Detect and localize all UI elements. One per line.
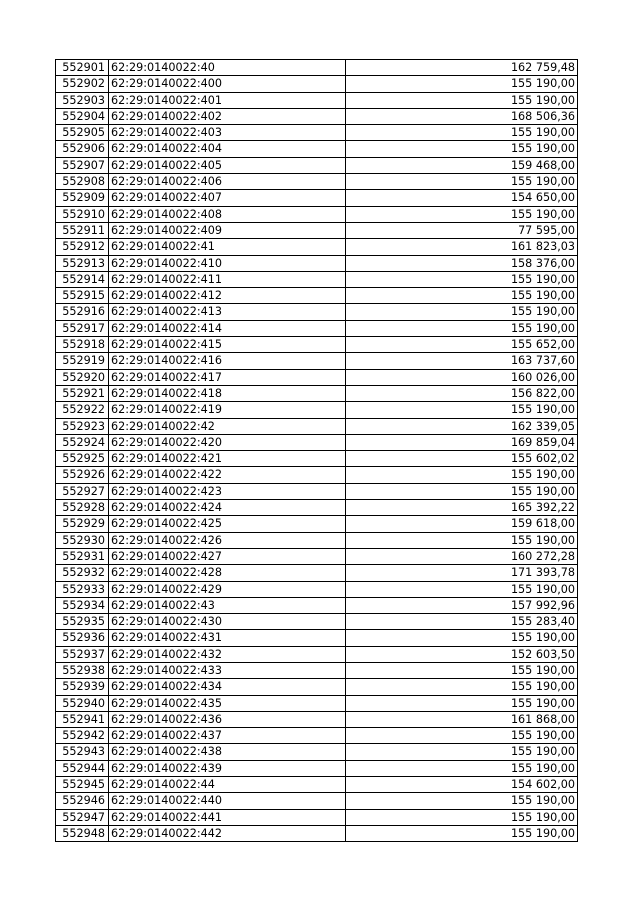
row-id-cell: 552911 [56, 222, 109, 238]
cadastral-value-cell: 159 618,00 [346, 516, 578, 532]
table-row [56, 288, 578, 304]
table-row [56, 532, 578, 548]
row-id-cell: 552905 [56, 125, 109, 141]
table-row [56, 190, 578, 206]
cadastral-number-cell: 62:29:0140022:41 [109, 239, 346, 255]
table-row [56, 467, 578, 483]
cadastral-number-cell: 62:29:0140022:404 [109, 141, 346, 157]
table-row [56, 385, 578, 401]
cadastral-value-table [55, 59, 578, 842]
cadastral-number-cell: 62:29:0140022:417 [109, 369, 346, 385]
row-id-cell: 552912 [56, 239, 109, 255]
row-id-cell: 552918 [56, 337, 109, 353]
cadastral-number-cell: 62:29:0140022:432 [109, 646, 346, 662]
cadastral-number-cell: 62:29:0140022:436 [109, 711, 346, 727]
table-row [56, 793, 578, 809]
row-id-cell: 552913 [56, 255, 109, 271]
table-row [56, 581, 578, 597]
cadastral-number-cell: 62:29:0140022:430 [109, 614, 346, 630]
table-row [56, 728, 578, 744]
cadastral-number-cell: 62:29:0140022:401 [109, 92, 346, 108]
row-id-cell: 552943 [56, 744, 109, 760]
cadastral-value-cell: 155 190,00 [346, 76, 578, 92]
table-row [56, 744, 578, 760]
cadastral-number-cell: 62:29:0140022:440 [109, 793, 346, 809]
cadastral-number-cell: 62:29:0140022:411 [109, 271, 346, 287]
cadastral-value-cell: 155 190,00 [346, 532, 578, 548]
table-row [56, 548, 578, 564]
cadastral-number-cell: 62:29:0140022:441 [109, 809, 346, 825]
row-id-cell: 552933 [56, 581, 109, 597]
cadastral-number-cell: 62:29:0140022:409 [109, 222, 346, 238]
cadastral-number-cell: 62:29:0140022:413 [109, 304, 346, 320]
cadastral-number-cell: 62:29:0140022:419 [109, 402, 346, 418]
row-id-cell: 552922 [56, 402, 109, 418]
table-row [56, 516, 578, 532]
table-row [56, 662, 578, 678]
row-id-cell: 552931 [56, 548, 109, 564]
row-id-cell: 552910 [56, 206, 109, 222]
row-id-cell: 552919 [56, 353, 109, 369]
row-id-cell: 552916 [56, 304, 109, 320]
table-row [56, 141, 578, 157]
cadastral-number-cell: 62:29:0140022:429 [109, 581, 346, 597]
cadastral-value-cell: 155 190,00 [346, 483, 578, 499]
cadastral-value-cell: 160 272,28 [346, 548, 578, 564]
cadastral-value-cell: 155 602,02 [346, 451, 578, 467]
cadastral-number-cell: 62:29:0140022:428 [109, 565, 346, 581]
cadastral-value-cell: 155 190,00 [346, 320, 578, 336]
row-id-cell: 552908 [56, 174, 109, 190]
row-id-cell: 552906 [56, 141, 109, 157]
table-row [56, 239, 578, 255]
row-id-cell: 552914 [56, 271, 109, 287]
table-row [56, 125, 578, 141]
cadastral-value-cell: 155 283,40 [346, 614, 578, 630]
cadastral-value-cell: 155 190,00 [346, 662, 578, 678]
table-row [56, 825, 578, 841]
cadastral-number-cell: 62:29:0140022:40 [109, 60, 346, 76]
table-row [56, 271, 578, 287]
table-row [56, 353, 578, 369]
cadastral-value-cell: 155 190,00 [346, 271, 578, 287]
cadastral-number-cell: 62:29:0140022:434 [109, 679, 346, 695]
table-row [56, 777, 578, 793]
cadastral-value-cell: 155 190,00 [346, 744, 578, 760]
cadastral-number-cell: 62:29:0140022:425 [109, 516, 346, 532]
row-id-cell: 552948 [56, 825, 109, 841]
table-row [56, 809, 578, 825]
cadastral-value-cell: 162 339,05 [346, 418, 578, 434]
row-id-cell: 552917 [56, 320, 109, 336]
row-id-cell: 552915 [56, 288, 109, 304]
cadastral-value-cell: 155 190,00 [346, 760, 578, 776]
cadastral-number-cell: 62:29:0140022:431 [109, 630, 346, 646]
cadastral-number-cell: 62:29:0140022:402 [109, 108, 346, 124]
row-id-cell: 552929 [56, 516, 109, 532]
cadastral-value-cell: 152 603,50 [346, 646, 578, 662]
cadastral-number-cell: 62:29:0140022:42 [109, 418, 346, 434]
row-id-cell: 552909 [56, 190, 109, 206]
cadastral-value-cell: 155 190,00 [346, 809, 578, 825]
cadastral-number-cell: 62:29:0140022:433 [109, 662, 346, 678]
cadastral-value-cell: 155 190,00 [346, 581, 578, 597]
table-row [56, 711, 578, 727]
cadastral-number-cell: 62:29:0140022:418 [109, 385, 346, 401]
cadastral-value-cell: 155 190,00 [346, 92, 578, 108]
cadastral-number-cell: 62:29:0140022:43 [109, 597, 346, 613]
cadastral-number-cell: 62:29:0140022:44 [109, 777, 346, 793]
row-id-cell: 552939 [56, 679, 109, 695]
table-row [56, 402, 578, 418]
cadastral-value-cell: 155 190,00 [346, 206, 578, 222]
cadastral-value-cell: 163 737,60 [346, 353, 578, 369]
cadastral-value-cell: 155 190,00 [346, 825, 578, 841]
row-id-cell: 552934 [56, 597, 109, 613]
row-id-cell: 552938 [56, 662, 109, 678]
cadastral-number-cell: 62:29:0140022:412 [109, 288, 346, 304]
cadastral-number-cell: 62:29:0140022:403 [109, 125, 346, 141]
cadastral-number-cell: 62:29:0140022:408 [109, 206, 346, 222]
cadastral-value-cell: 160 026,00 [346, 369, 578, 385]
table-row [56, 418, 578, 434]
row-id-cell: 552935 [56, 614, 109, 630]
table-row [56, 500, 578, 516]
table-row [56, 565, 578, 581]
table-row [56, 451, 578, 467]
table-row [56, 222, 578, 238]
cadastral-value-cell: 157 992,96 [346, 597, 578, 613]
cadastral-value-cell: 155 190,00 [346, 174, 578, 190]
row-id-cell: 552924 [56, 434, 109, 450]
row-id-cell: 552928 [56, 500, 109, 516]
cadastral-value-cell: 161 823,03 [346, 239, 578, 255]
row-id-cell: 552947 [56, 809, 109, 825]
cadastral-number-cell: 62:29:0140022:406 [109, 174, 346, 190]
row-id-cell: 552904 [56, 108, 109, 124]
row-id-cell: 552902 [56, 76, 109, 92]
cadastral-value-cell: 158 376,00 [346, 255, 578, 271]
row-id-cell: 552927 [56, 483, 109, 499]
table-row [56, 337, 578, 353]
table-row [56, 679, 578, 695]
cadastral-number-cell: 62:29:0140022:424 [109, 500, 346, 516]
table-row [56, 255, 578, 271]
row-id-cell: 552921 [56, 385, 109, 401]
cadastral-number-cell: 62:29:0140022:438 [109, 744, 346, 760]
row-id-cell: 552941 [56, 711, 109, 727]
table-row [56, 60, 578, 76]
cadastral-value-cell: 168 506,36 [346, 108, 578, 124]
cadastral-value-cell: 155 190,00 [346, 630, 578, 646]
table-row [56, 614, 578, 630]
cadastral-number-cell: 62:29:0140022:420 [109, 434, 346, 450]
cadastral-value-cell: 155 190,00 [346, 141, 578, 157]
row-id-cell: 552926 [56, 467, 109, 483]
cadastral-value-cell: 155 190,00 [346, 695, 578, 711]
cadastral-value-cell: 161 868,00 [346, 711, 578, 727]
table-row [56, 92, 578, 108]
row-id-cell: 552945 [56, 777, 109, 793]
table-row [56, 157, 578, 173]
cadastral-value-cell: 155 190,00 [346, 402, 578, 418]
cadastral-number-cell: 62:29:0140022:439 [109, 760, 346, 776]
table-row [56, 108, 578, 124]
cadastral-value-cell: 155 190,00 [346, 288, 578, 304]
row-id-cell: 552946 [56, 793, 109, 809]
cadastral-number-cell: 62:29:0140022:414 [109, 320, 346, 336]
cadastral-number-cell: 62:29:0140022:400 [109, 76, 346, 92]
table-row [56, 76, 578, 92]
table-row [56, 760, 578, 776]
cadastral-value-cell: 155 190,00 [346, 467, 578, 483]
cadastral-value-cell: 154 650,00 [346, 190, 578, 206]
cadastral-value-cell: 77 595,00 [346, 222, 578, 238]
row-id-cell: 552944 [56, 760, 109, 776]
table-row [56, 695, 578, 711]
table-row [56, 434, 578, 450]
row-id-cell: 552901 [56, 60, 109, 76]
row-id-cell: 552920 [56, 369, 109, 385]
cadastral-number-cell: 62:29:0140022:421 [109, 451, 346, 467]
row-id-cell: 552937 [56, 646, 109, 662]
cadastral-number-cell: 62:29:0140022:442 [109, 825, 346, 841]
cadastral-number-cell: 62:29:0140022:423 [109, 483, 346, 499]
table-row [56, 369, 578, 385]
table-row [56, 597, 578, 613]
table-row [56, 646, 578, 662]
cadastral-number-cell: 62:29:0140022:427 [109, 548, 346, 564]
cadastral-number-cell: 62:29:0140022:405 [109, 157, 346, 173]
table-row [56, 304, 578, 320]
row-id-cell: 552942 [56, 728, 109, 744]
table-row [56, 630, 578, 646]
cadastral-value-cell: 156 822,00 [346, 385, 578, 401]
row-id-cell: 552932 [56, 565, 109, 581]
table-row [56, 206, 578, 222]
cadastral-number-cell: 62:29:0140022:422 [109, 467, 346, 483]
cadastral-value-cell: 159 468,00 [346, 157, 578, 173]
cadastral-value-cell: 162 759,48 [346, 60, 578, 76]
table-row [56, 320, 578, 336]
cadastral-value-cell: 165 392,22 [346, 500, 578, 516]
row-id-cell: 552930 [56, 532, 109, 548]
cadastral-value-cell: 155 190,00 [346, 125, 578, 141]
cadastral-number-cell: 62:29:0140022:426 [109, 532, 346, 548]
row-id-cell: 552925 [56, 451, 109, 467]
cadastral-value-cell: 155 190,00 [346, 793, 578, 809]
cadastral-value-cell: 155 652,00 [346, 337, 578, 353]
row-id-cell: 552936 [56, 630, 109, 646]
row-id-cell: 552923 [56, 418, 109, 434]
row-id-cell: 552907 [56, 157, 109, 173]
table-row [56, 483, 578, 499]
cadastral-value-cell: 171 393,78 [346, 565, 578, 581]
cadastral-value-cell: 155 190,00 [346, 728, 578, 744]
cadastral-number-cell: 62:29:0140022:407 [109, 190, 346, 206]
row-id-cell: 552903 [56, 92, 109, 108]
cadastral-number-cell: 62:29:0140022:415 [109, 337, 346, 353]
cadastral-number-cell: 62:29:0140022:437 [109, 728, 346, 744]
cadastral-number-cell: 62:29:0140022:416 [109, 353, 346, 369]
cadastral-value-cell: 154 602,00 [346, 777, 578, 793]
row-id-cell: 552940 [56, 695, 109, 711]
table-row [56, 174, 578, 190]
table-body [56, 60, 578, 842]
cadastral-number-cell: 62:29:0140022:435 [109, 695, 346, 711]
cadastral-value-cell: 155 190,00 [346, 304, 578, 320]
cadastral-number-cell: 62:29:0140022:410 [109, 255, 346, 271]
cadastral-value-cell: 169 859,04 [346, 434, 578, 450]
cadastral-value-cell: 155 190,00 [346, 679, 578, 695]
